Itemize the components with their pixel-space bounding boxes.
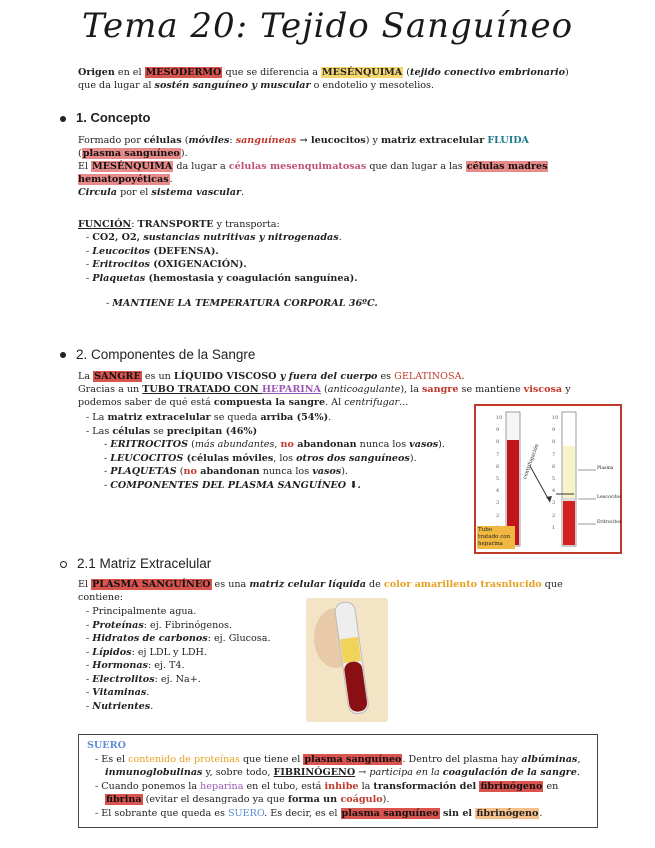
temperatura-item: - MANTIENE LA TEMPERATURA CORPORAL 36ºC. — [106, 298, 378, 309]
suero-line: fibrina (evitar el desangrado ya que forma un coágulo). — [106, 794, 390, 805]
label-leucocitos: Leucocitos — [597, 495, 622, 500]
circle-bullet-icon — [60, 561, 67, 568]
leucocitos-layer — [563, 498, 575, 501]
plasma-yellow-layer — [340, 637, 361, 663]
list-item: - Electrolitos: ej. Na+. — [86, 673, 201, 685]
list-item: - COMPONENTES DEL PLASMA SANGUÍNEO ⬇. — [104, 479, 361, 491]
bullet-icon — [60, 116, 66, 122]
list-item: - Eritrocitos (OXIGENACIÓN). — [86, 259, 247, 270]
list-item: - LEUCOCITOS (células móviles, los otros dos sanguíneos). — [104, 452, 417, 464]
list-item: - Proteínas: ej. Fibrinógenos. — [86, 619, 233, 631]
origen-paragraph: Origen en el MESODERMO que se diferencia a MESÉNQUIMA (tejido conectivo embrionario) que da lugar al sostén sanguíneo y muscular o endotelio y mesotelios. — [78, 67, 569, 91]
mesenquima-highlight: MESÉNQUIMA — [322, 67, 403, 78]
label-centrifugacion: centrifugación — [522, 443, 541, 481]
matriz-paragraph: El PLASMA SANGUÍNEO es una matriz celular líquida de color amarillento trasnlucido que contiene: — [78, 579, 563, 603]
mesodermo-highlight: MESODERMO — [145, 67, 222, 78]
origen-label: Origen — [78, 67, 115, 78]
list-item: - Plaquetas (hemostasia y coagulación sanguínea). — [86, 272, 358, 284]
concepto-paragraph: Formado por células (móviles: sanguíneas → leucocitos) y matriz extracelular FLUIDA (plasma sanguíneo). El MESÉNQUIMA da lugar a células mesenquimatosas que dan lugar a las células madres hematopoyéticas. Circula por el sistema vascular. — [78, 135, 548, 198]
sangre-highlight: SANGRE — [94, 371, 141, 382]
list-item: - Las células se precipitan (46%) — [86, 425, 258, 437]
page-title: Tema 20: Tejido Sanguíneo — [81, 6, 574, 46]
list-item: - PLAQUETAS (no abandonan nunca los vasos). — [104, 466, 348, 477]
section-componentes-heading: 2. Componentes de la Sangre — [60, 347, 255, 362]
suero-line: - Cuando ponemos la heparina en el tubo, está inhibe la transformación del fibrinógeno en — [95, 780, 559, 792]
list-item: - La matriz extracelular se queda arriba (54%). — [86, 412, 332, 423]
funcion-block: FUNCIÓN: TRANSPORTE y transporta: - CO2, O2, sustancias nutritivas y nitrogenadas. - Leucocitos (DEFENSA). - Eritrocitos (OXIGENACIÓN). - Plaquetas (hemostasia y coagulación sanguínea). - MANTIENE LA TEMPERATURA CORPORAL 36ºC. — [78, 218, 598, 309]
list-item: - Nutrientes. — [86, 700, 154, 712]
fluida-text: FLUIDA — [487, 135, 529, 146]
plasma-layer — [563, 446, 575, 498]
suero-line: - Es el contenido de proteínas que tiene el plasma sanguíneo. Dentro del plasma hay albúminas, — [95, 753, 581, 765]
funcion-label: FUNCIÓN — [78, 219, 132, 230]
componentes-paragraph: La SANGRE es un LÍQUIDO VISCOSO y fuera del cuerpo es GELATINOSA. Gracias a un TUBO TRATADO CON HEPARINA (anticoagulante), la sangre se mantiene viscosa y podemos saber de qué está compuesta la sangre. Al centrifugar... — [78, 371, 571, 408]
section-concepto-heading: 1. Concepto — [60, 110, 150, 125]
label-tubo-heparina: Tubo tratado con heparina — [477, 526, 515, 549]
plasma-contents-list — [86, 605, 296, 713]
list-item: - Hormonas: ej. T4. — [86, 660, 185, 671]
section-matriz-heading: 2.1 Matriz Extracelular — [60, 556, 211, 571]
centrifuge-figure — [474, 404, 622, 554]
bullet-icon — [60, 352, 66, 358]
list-item: - Vitaminas. — [86, 687, 150, 698]
list-item: - Principalmente agua. — [86, 606, 197, 617]
list-item: - CO2, O2, sustancias nutritivas y nitrogenadas. — [86, 232, 342, 243]
list-item: - ERITROCITOS (más abundantes, no abandonan nunca los vasos). — [104, 439, 445, 450]
label-plasma: Plasma — [597, 466, 614, 471]
list-item: - Lípidos: ej LDL y LDH. — [86, 646, 207, 658]
suero-title: SUERO — [87, 740, 126, 751]
centrifuge-arrow — [530, 466, 550, 502]
list-item: - Hidratos de carbonos: ej. Glucosa. — [86, 633, 271, 644]
blood-tube-photo — [306, 598, 388, 722]
suero-box — [78, 734, 598, 828]
suero-line: inmunoglobulinas y, sobre todo, FIBRINÓGENO → participa en la coagulación de la sangre. — [105, 767, 580, 778]
centrifuga-list — [86, 411, 476, 492]
label-eritrocitos: Eritrocitos — [597, 520, 622, 525]
tick-labels-left: 10 9 8 7 6 5 4 3 2 — [496, 415, 503, 519]
tick-labels-right: 10 9 8 7 6 5 4 3 2 1 — [552, 415, 559, 531]
tube-photo-illustration — [306, 598, 388, 722]
plasma-highlight: PLASMA SANGUÍNEO — [92, 579, 211, 590]
suero-line: - El sobrante que queda es SUERO. Es decir, es el plasma sanguíneo sin el fibrinógeno. — [95, 807, 543, 819]
eritrocitos-layer — [563, 501, 575, 545]
list-item: - Leucocitos (DEFENSA). — [86, 245, 219, 257]
